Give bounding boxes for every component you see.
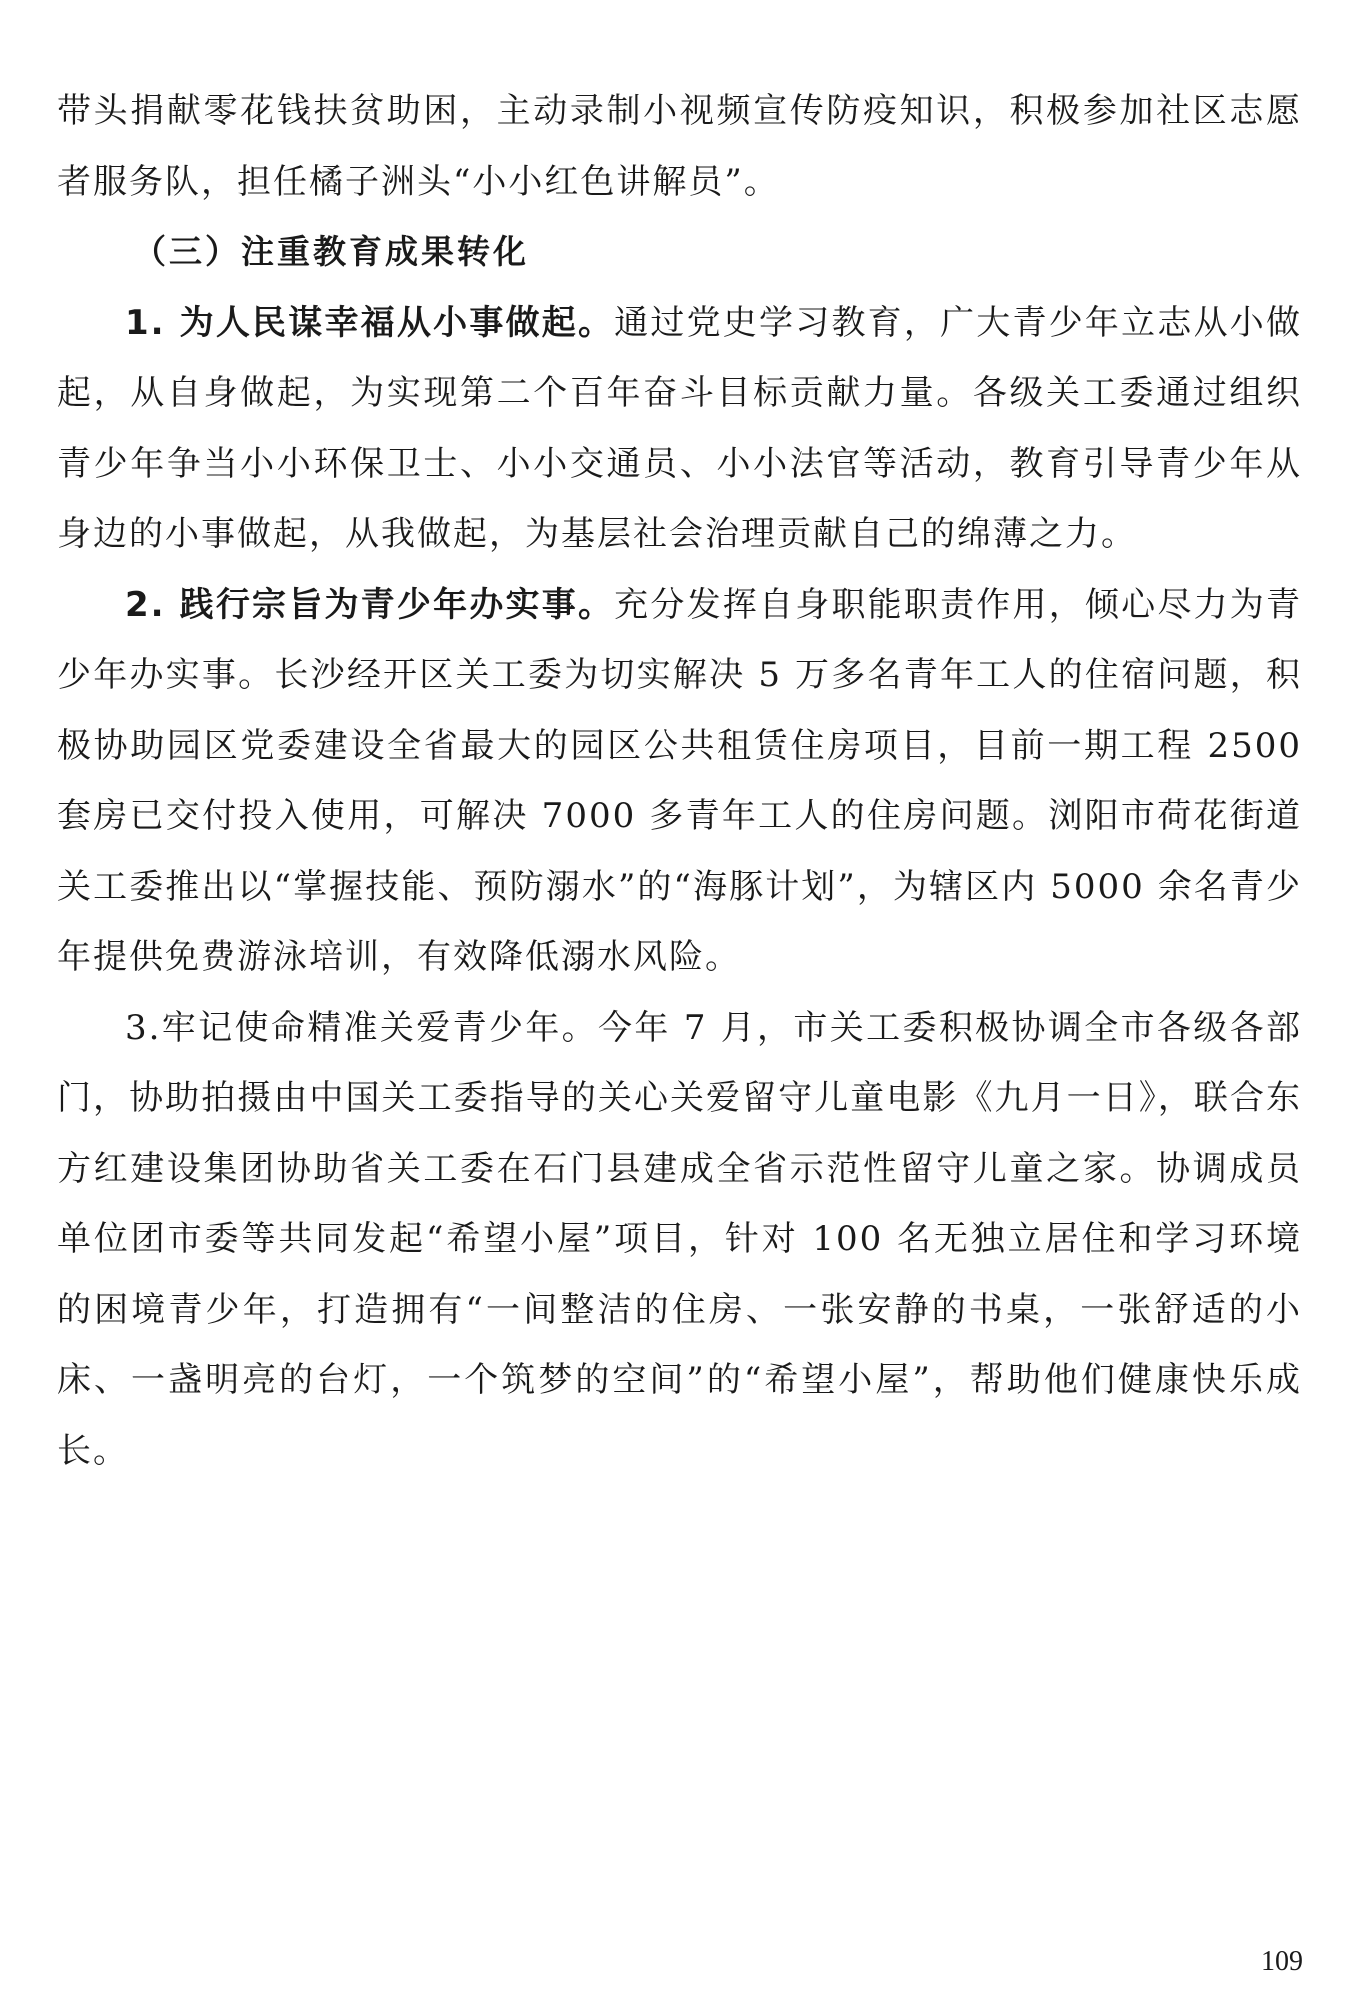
item-2-lead: 2. 践行宗旨为青少年办实事。 bbox=[125, 584, 615, 625]
item-2-text: 充分发挥自身职能职责作用，倾心尽力为青少年办实事。长沙经开区关工委为切实解决 5 万多名青年工人的住宿问题，积极协助园区党委建设全省最大的园区公共租赁住房项目，目前一期工程 2500 套房已交付投入使用，可解决 7000 多青年工人的住房问题。浏阳市荷花街道关工委推出以“掌握技能、预防溺水”的“海豚计划”，为辖区内 5000 余名青少年提供免费游泳培训，有效降低溺水风险。 bbox=[57, 584, 1302, 977]
paragraph-item-3: 3.牢记使命精准关爱青少年。今年 7 月，市关工委积极协调全市各级各部门，协助拍摄由中国关工委指导的关心关爱留守儿童电影《九月一日》，联合东方红建设集团协助省关工委在石门县建成全省示范性留守儿童之家。协调成员单位团市委等共同发起“希望小屋”项目，针对 100 名无独立居住和学习环境的困境青少年，打造拥有“一间整洁的住房、一张安静的书桌，一张舒适的小床、一盏明亮的台灯，一个筑梦的空间”的“希望小屋”，帮助他们健康快乐成长。 bbox=[57, 1007, 1302, 1471]
paragraph-item-1 bbox=[57, 288, 1302, 570]
paragraph-item-2 bbox=[57, 570, 1302, 993]
page-number: 109 bbox=[1261, 1946, 1303, 1977]
paragraph-continuation: 带头捐献零花钱扶贫助困，主动录制小视频宣传防疫知识，积极参加社区志愿者服务队，担任橘子洲头“小小红色讲解员”。 bbox=[57, 91, 1302, 202]
item-1-text: 通过党史学习教育，广大青少年立志从小做起，从自身做起，为实现第二个百年奋斗目标贡献力量。各级关工委通过组织青少年争当小小环保卫士、小小交通员、小小法官等活动，教育引导青少年从身边的小事做起，从我做起，为基层社会治理贡献自己的绵薄之力。 bbox=[57, 302, 1302, 554]
item-1-lead: 1. 为人民谋幸福从小事做起。 bbox=[125, 302, 615, 343]
document-body bbox=[57, 76, 1302, 1486]
section-heading: （三）注重教育成果转化 bbox=[133, 232, 529, 271]
